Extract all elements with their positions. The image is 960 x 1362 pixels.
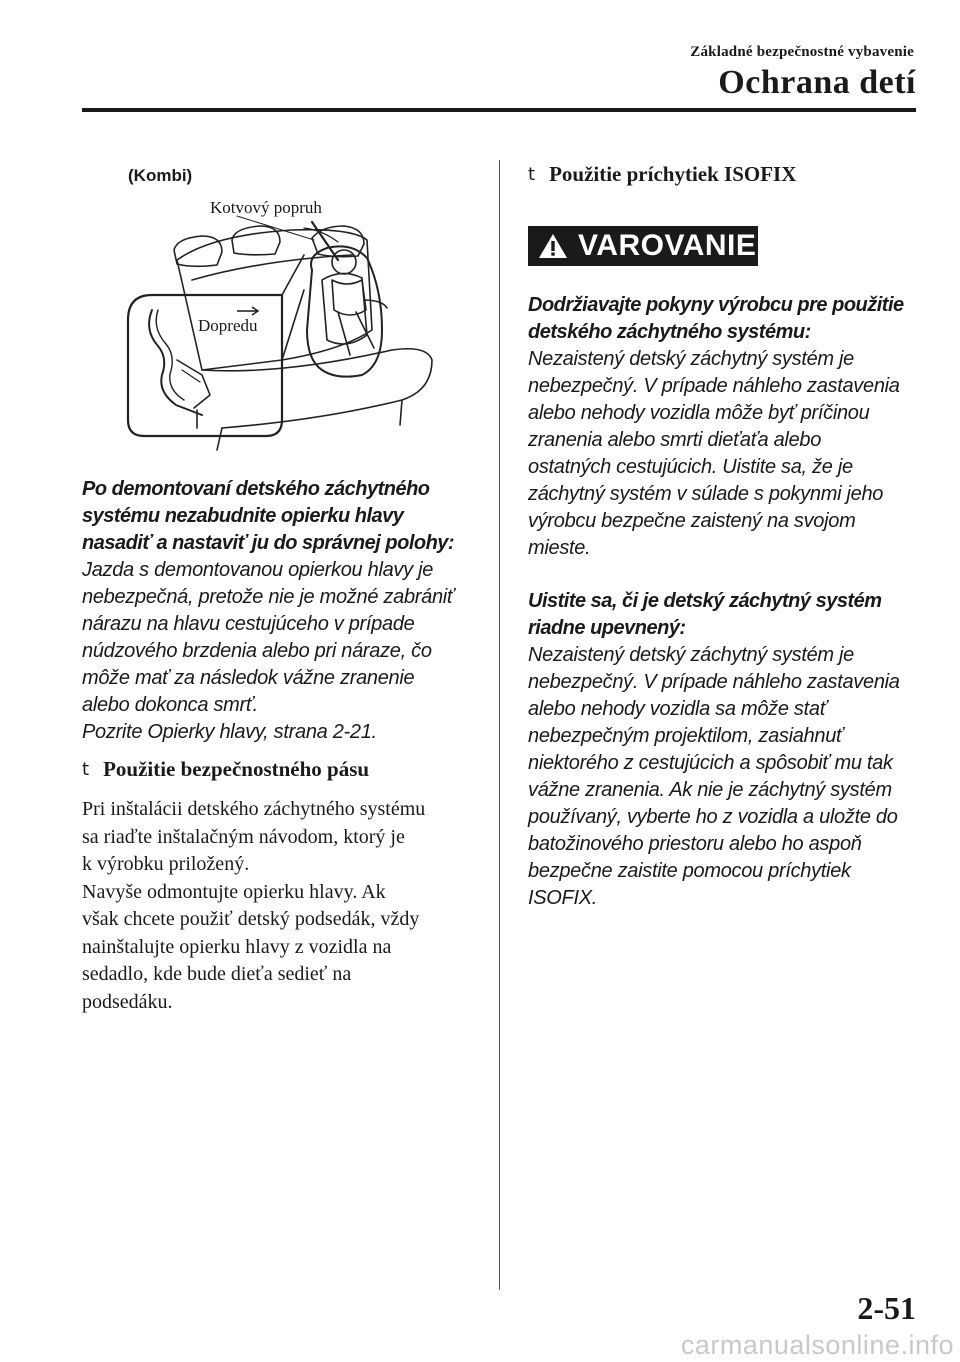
warning-text-line: Jazda s demontovanou opierkou hlavy je <box>82 559 434 581</box>
isofix-warning-1 <box>528 292 938 562</box>
column-divider <box>499 160 500 1290</box>
body-line: podsedáku. <box>82 990 173 1013</box>
section-bullet: t <box>82 759 90 780</box>
watermark: carmanualsonline.info <box>680 1330 954 1360</box>
section-bullet: t <box>528 164 536 185</box>
warning-bold-line: nasadiť a nastaviť ju do správnej polohy: <box>82 532 455 554</box>
callout-forward <box>196 316 259 336</box>
body-line: však chcete použiť detský podsedák, vždy <box>82 908 420 930</box>
section-heading-text: Použitie bezpečnostného pásu <box>103 757 370 781</box>
warning-text-line: môže mať za následok vážne zranenie <box>82 667 415 689</box>
forward-arrow-icon <box>235 306 261 316</box>
warning-text-line: alebo nehody vozidla sa môže stať <box>528 698 827 720</box>
warning-text-line: bezpečne zaistite pomocou príchytiek <box>528 860 851 882</box>
warning-bold-line: detského záchytného systému: <box>528 321 811 343</box>
isofix-warning-2 <box>528 588 938 912</box>
warning-text-line: vážne zranenia. Ak nie je záchytný systém <box>528 779 892 801</box>
warning-triangle-icon <box>538 233 568 259</box>
warning-text-line: výrobcu bezpečne zaistený na svojom <box>528 510 856 532</box>
warning-bold-line: systému nezabudnite opierku hlavy <box>82 505 404 527</box>
warning-bold-line: Uistite sa, či je detský záchytný systém <box>528 590 882 612</box>
warning-label: VAROVANIE <box>578 229 757 262</box>
warning-text-line: batožinového priestoru alebo ho aspoň <box>528 833 862 855</box>
headrest-warning <box>82 476 492 746</box>
section-heading-isofix <box>528 162 796 187</box>
body-line: Navyše odmontujte opierku hlavy. Ak <box>82 880 386 903</box>
forward-label: Dopredu <box>198 316 258 335</box>
warning-text-line: ostatných cestujúcich. Uistite sa, že je <box>528 456 853 478</box>
figure-label: (Kombi) <box>128 166 193 185</box>
warning-text-line: Nezaistený detský záchytný systém je <box>528 644 854 666</box>
body-line: k výrobku priložený. <box>82 853 250 875</box>
body-line: sedadlo, kde bude dieťa sedieť na <box>82 963 352 985</box>
section-heading-text: Použitie príchytiek ISOFIX <box>549 162 797 186</box>
body-line: nainštalujte opierku hlavy z vozidla na <box>82 935 392 958</box>
section-heading-seatbelt <box>82 757 369 782</box>
warning-text-line: používaný, vyberte ho z vozidla a uložte do <box>528 806 898 828</box>
warning-text-line: alebo nehody vozidla môže byť príčinou <box>528 402 870 424</box>
warning-text-line: nebezpečný. V prípade náhleho zastavenia <box>528 671 900 693</box>
page-title: Ochrana detí <box>718 64 916 101</box>
warning-bold-line: Dodržiavajte pokyny výrobcu pre použitie <box>528 294 904 316</box>
warning-text-line: ISOFIX. <box>528 887 598 909</box>
body-line: sa riaďte inštalačným návodom, ktorý je <box>82 825 405 848</box>
warning-text-line: záchytný systém v súlade s pokynmi jeho <box>528 483 884 505</box>
warning-text-line: nebezpečným projektilom, zasiahnuť <box>528 725 843 747</box>
running-header-section: Základné bezpečnostné vybavenie <box>690 44 914 60</box>
header-rule <box>82 108 916 112</box>
warning-badge <box>528 226 758 266</box>
warning-bold-line: Po demontovaní detského záchytného <box>82 478 430 500</box>
warning-text-line: nebezpečný. V prípade náhleho zastavenia <box>528 375 900 397</box>
warning-text-line: nárazu na hlavu cestujúceho v prípade <box>82 613 415 635</box>
warning-text-line: alebo dokonca smrť. <box>82 694 258 716</box>
warning-text-line: niektorého z cestujúcich a spôsobiť mu tak <box>528 752 893 774</box>
warning-bold-line: riadne upevnený: <box>528 617 686 639</box>
warning-text-line: Nezaistený detský záchytný systém je <box>528 348 854 370</box>
warning-text-line: núdzového brzdenia alebo pri náraze, čo <box>82 640 432 662</box>
warning-text-line: nebezpečná, pretože nie je možné zabrániť <box>82 586 454 608</box>
warning-text-line: zranenia alebo smrti dieťaťa alebo <box>528 429 822 451</box>
warning-text-line: Pozrite Opierky hlavy, strana 2-21. <box>82 721 377 743</box>
warning-text-line: mieste. <box>528 537 591 559</box>
callout-anchor-strap: Kotvový popruh <box>210 198 322 217</box>
seatbelt-body <box>82 796 492 1016</box>
body-line: Pri inštalácii detského záchytného systému <box>82 798 426 820</box>
page-number: 2-51 <box>857 1290 916 1326</box>
